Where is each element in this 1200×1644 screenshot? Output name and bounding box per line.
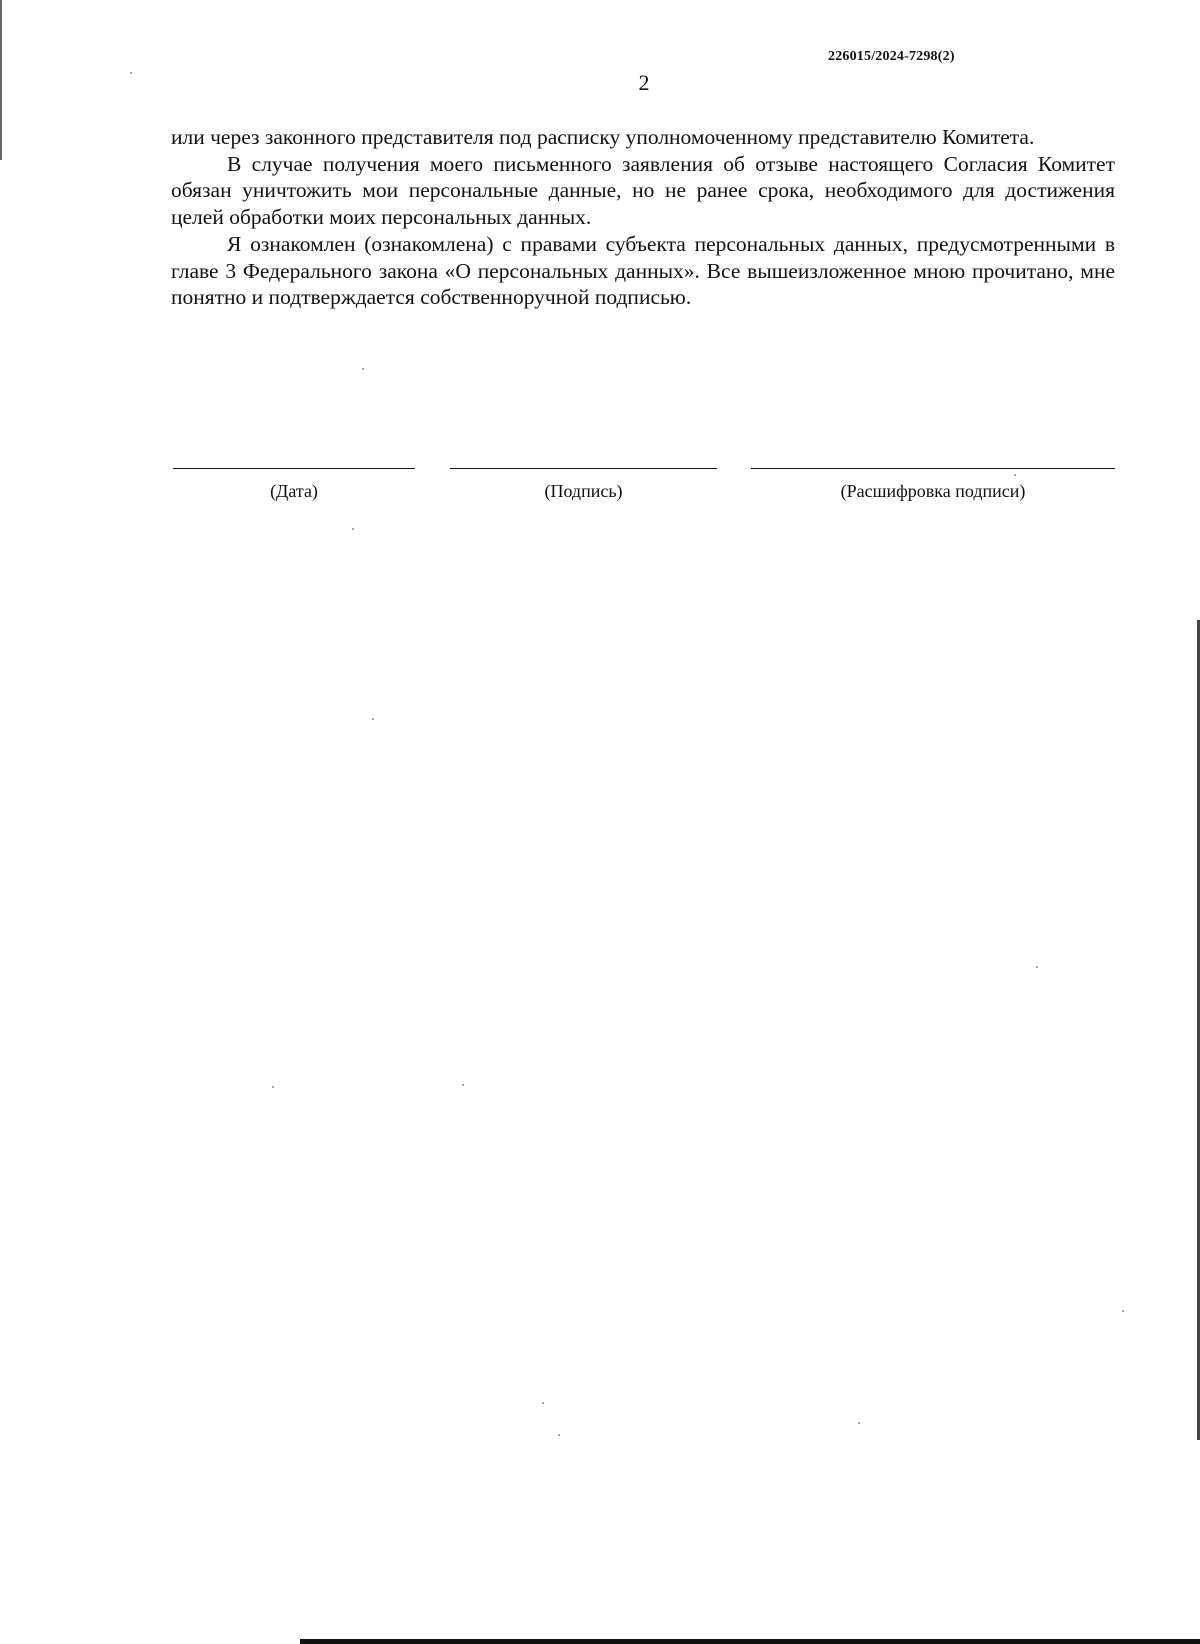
date-line <box>173 468 415 469</box>
scan-speck <box>558 1434 560 1436</box>
document-id: 226015/2024-7298(2) <box>828 49 955 64</box>
scan-speck <box>352 528 354 530</box>
scan-speck <box>362 368 364 370</box>
scan-speck <box>372 718 374 720</box>
scan-speck <box>858 1422 860 1424</box>
paragraph-acknowledgement: Я ознакомлен (ознакомлена) с правами субъекта персональных данных, предусмотренными в главе 3 Федерального закона «О персональных данных». Все вышеизложенное мною прочитано, мне понятно и подтверждается собственноручной подписью. <box>171 231 1115 310</box>
signature-caption: (Подпись) <box>544 481 623 501</box>
scan-speck <box>1036 966 1038 968</box>
date-caption: (Дата) <box>270 481 318 501</box>
scan-speck <box>272 1086 274 1088</box>
scan-speck <box>1014 474 1016 476</box>
paragraph-revocation: В случае получения моего письменного заявления об отзыве настоящего Согласия Комитет обязан уничтожить мои персональные данные, но не ранее срока, необходимого для достижения целей обработки моих персональных данных. <box>171 151 1115 230</box>
scan-edge-bottom <box>300 1639 1200 1644</box>
page-number: 2 <box>638 70 650 95</box>
signature-decoding-caption: (Расшифровка подписи) <box>840 481 1026 501</box>
signature-decoding-line <box>751 468 1115 469</box>
paragraph-continuation: или через законного представителя под расписку уполномоченному представителю Комитета. <box>171 125 1035 149</box>
scan-speck <box>1122 1310 1124 1312</box>
document-body <box>171 124 1115 311</box>
signature-line <box>450 468 717 469</box>
scan-speck <box>462 1084 464 1086</box>
scan-speck <box>542 1402 544 1404</box>
scan-speck <box>130 72 132 74</box>
